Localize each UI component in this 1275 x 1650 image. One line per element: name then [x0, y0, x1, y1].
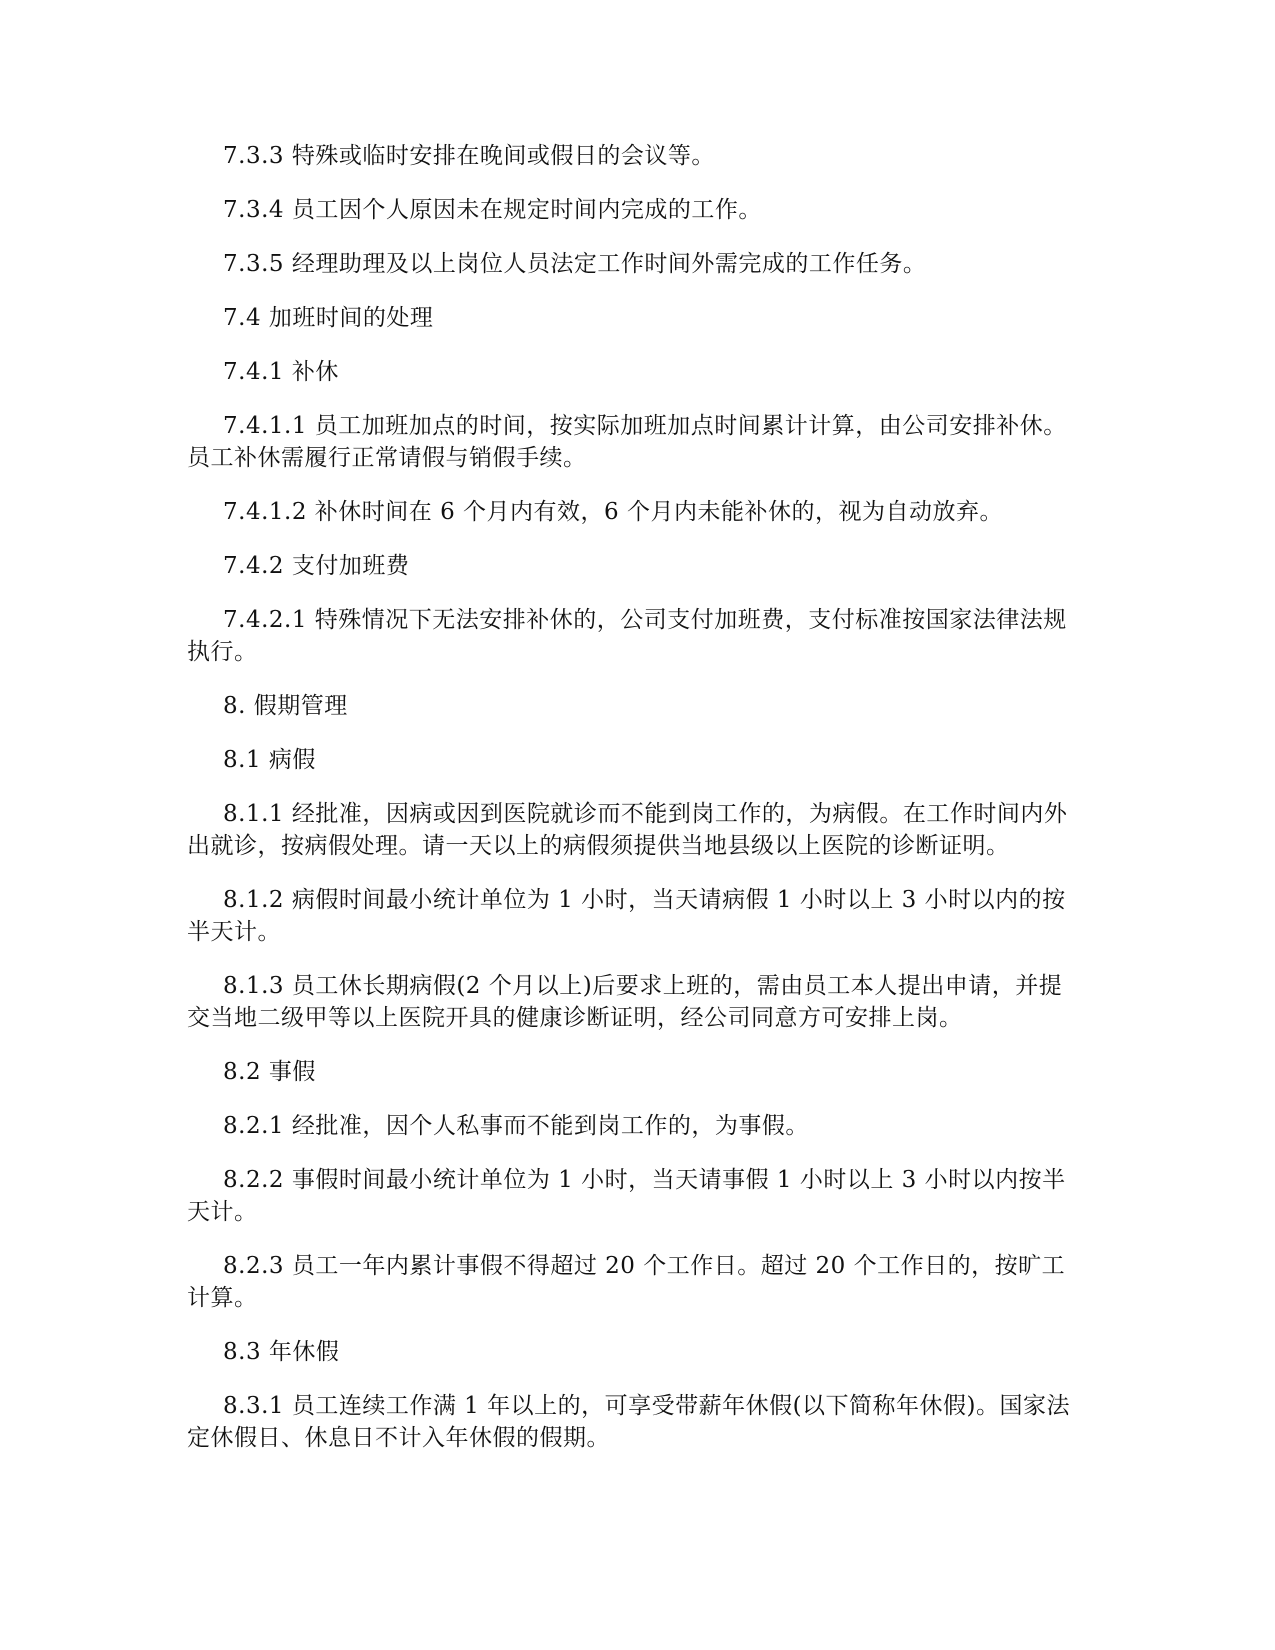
heading-8: 8. 假期管理: [223, 693, 348, 719]
heading-8-3: 8.3 年休假: [223, 1339, 340, 1365]
paragraph-7-3-4: 7.3.4 员工因个人原因未在规定时间内完成的工作。: [223, 197, 762, 223]
paragraph-7-3-5: 7.3.5 经理助理及以上岗位人员法定工作时间外需完成的工作任务。: [223, 251, 927, 277]
heading-7-4-2: 7.4.2 支付加班费: [223, 553, 410, 579]
heading-7-4-1: 7.4.1 补休: [223, 359, 339, 385]
document-body: [187, 140, 1082, 1476]
paragraph-8-1-3: 8.1.3 员工休长期病假(2 个月以上)后要求上班的，需由员工本人提出申请，并提交当地二级甲等以上医院开具的健康诊断证明，经公司同意方可安排上岗。: [187, 973, 1063, 1031]
paragraph-8-1-2: 8.1.2 病假时间最小统计单位为 1 小时，当天请病假 1 小时以上 3 小时以内的按半天计。: [187, 887, 1066, 945]
paragraph-7-3-3: 7.3.3 特殊或临时安排在晚间或假日的会议等。: [223, 143, 715, 169]
paragraph-7-4-2-1: 7.4.2.1 特殊情况下无法安排补休的，公司支付加班费，支付标准按国家法律法规执行。: [187, 607, 1067, 665]
heading-8-2: 8.2 事假: [223, 1059, 316, 1085]
paragraph-7-4-1-2: 7.4.1.2 补休时间在 6 个月内有效，6 个月内未能补休的，视为自动放弃。: [223, 499, 1003, 525]
paragraph-8-2-2: 8.2.2 事假时间最小统计单位为 1 小时，当天请事假 1 小时以上 3 小时以内按半天计。: [187, 1167, 1066, 1225]
heading-8-1: 8.1 病假: [223, 747, 316, 773]
paragraph-8-3-1: 8.3.1 员工连续工作满 1 年以上的，可享受带薪年休假(以下简称年休假)。国家法定休假日、休息日不计入年休假的假期。: [187, 1393, 1071, 1451]
heading-7-4: 7.4 加班时间的处理: [223, 305, 434, 331]
paragraph-8-1-1: 8.1.1 经批准，因病或因到医院就诊而不能到岗工作的，为病假。在工作时间内外出就诊，按病假处理。请一天以上的病假须提供当地县级以上医院的诊断证明。: [187, 801, 1068, 859]
paragraph-8-2-1: 8.2.1 经批准，因个人私事而不能到岗工作的，为事假。: [223, 1113, 809, 1139]
paragraph-7-4-1-1: 7.4.1.1 员工加班加点的时间，按实际加班加点时间累计计算，由公司安排补休。员工补休需履行正常请假与销假手续。: [187, 413, 1067, 471]
paragraph-8-2-3: 8.2.3 员工一年内累计事假不得超过 20 个工作日。超过 20 个工作日的，按旷工计算。: [187, 1253, 1066, 1311]
